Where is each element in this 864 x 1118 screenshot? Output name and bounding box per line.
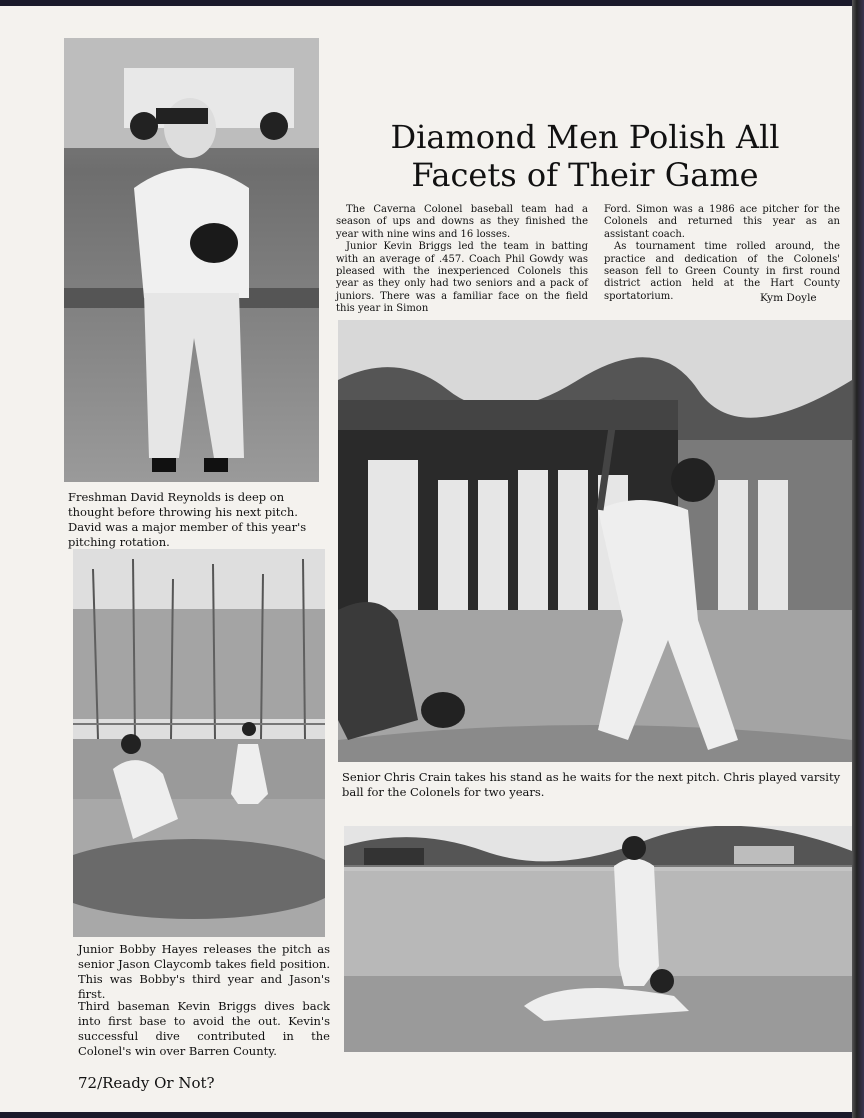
story-paragraph: Ford. Simon was a 1986 ace pitcher for the Colonels and returned this year as an assistant coach. (604, 204, 840, 240)
story-paragraph: Junior Kevin Briggs led the team in batting with an average of .457. Coach Phil Gowdy was pleased with the inexperienced Colonels this year as they only had two seniors and a pack of juniors. There was a familiar face on the field this year in Simon (336, 241, 588, 315)
photo-batter-crain (338, 320, 852, 762)
caption-batter-crain: Senior Chris Crain takes his stand as he waits for the next pitch. Chris played varsity ball for the Colonels for two years. (342, 770, 841, 799)
story-column-1 (336, 204, 588, 316)
headline-line-2: Facets of Their Game (411, 156, 759, 194)
caption-pitcher-hayes: Junior Bobby Hayes releases the pitch as senior Jason Claycomb takes field position. This was Bobby's third year and Jason's first. (78, 942, 330, 1001)
byline: Kym Doyle (760, 292, 817, 304)
caption-dive-briggs: Third baseman Kevin Briggs dives back into first base to avoid the out. Kevin's successful dive contributed in the Colonel's win over Barren County. (78, 999, 330, 1058)
photo-pitcher-hayes (73, 549, 325, 937)
story-paragraph: The Caverna Colonel baseball team had a season of ups and downs as they finished the year with nine wins and 16 losses. (336, 204, 588, 240)
photo-dive-briggs (344, 826, 852, 1052)
page-number: 72/Ready Or Not? (78, 1074, 215, 1092)
story-paragraph: As tournament time rolled around, the practice and dedication of the Colonels' season fell to Green County in first round district action held at the Hart County sportatorium. (604, 241, 840, 302)
page-edge (852, 0, 864, 1118)
caption-pitcher-reynolds: Freshman David Reynolds is deep on thought before throwing his next pitch. David was a major member of this year's pitching rotation. (68, 490, 307, 549)
headline-line-1: Diamond Men Polish All (390, 118, 780, 156)
photo-pitcher-reynolds (64, 38, 319, 482)
story-column-2 (604, 204, 840, 303)
page-title (360, 118, 810, 194)
yearbook-page (0, 6, 852, 1112)
